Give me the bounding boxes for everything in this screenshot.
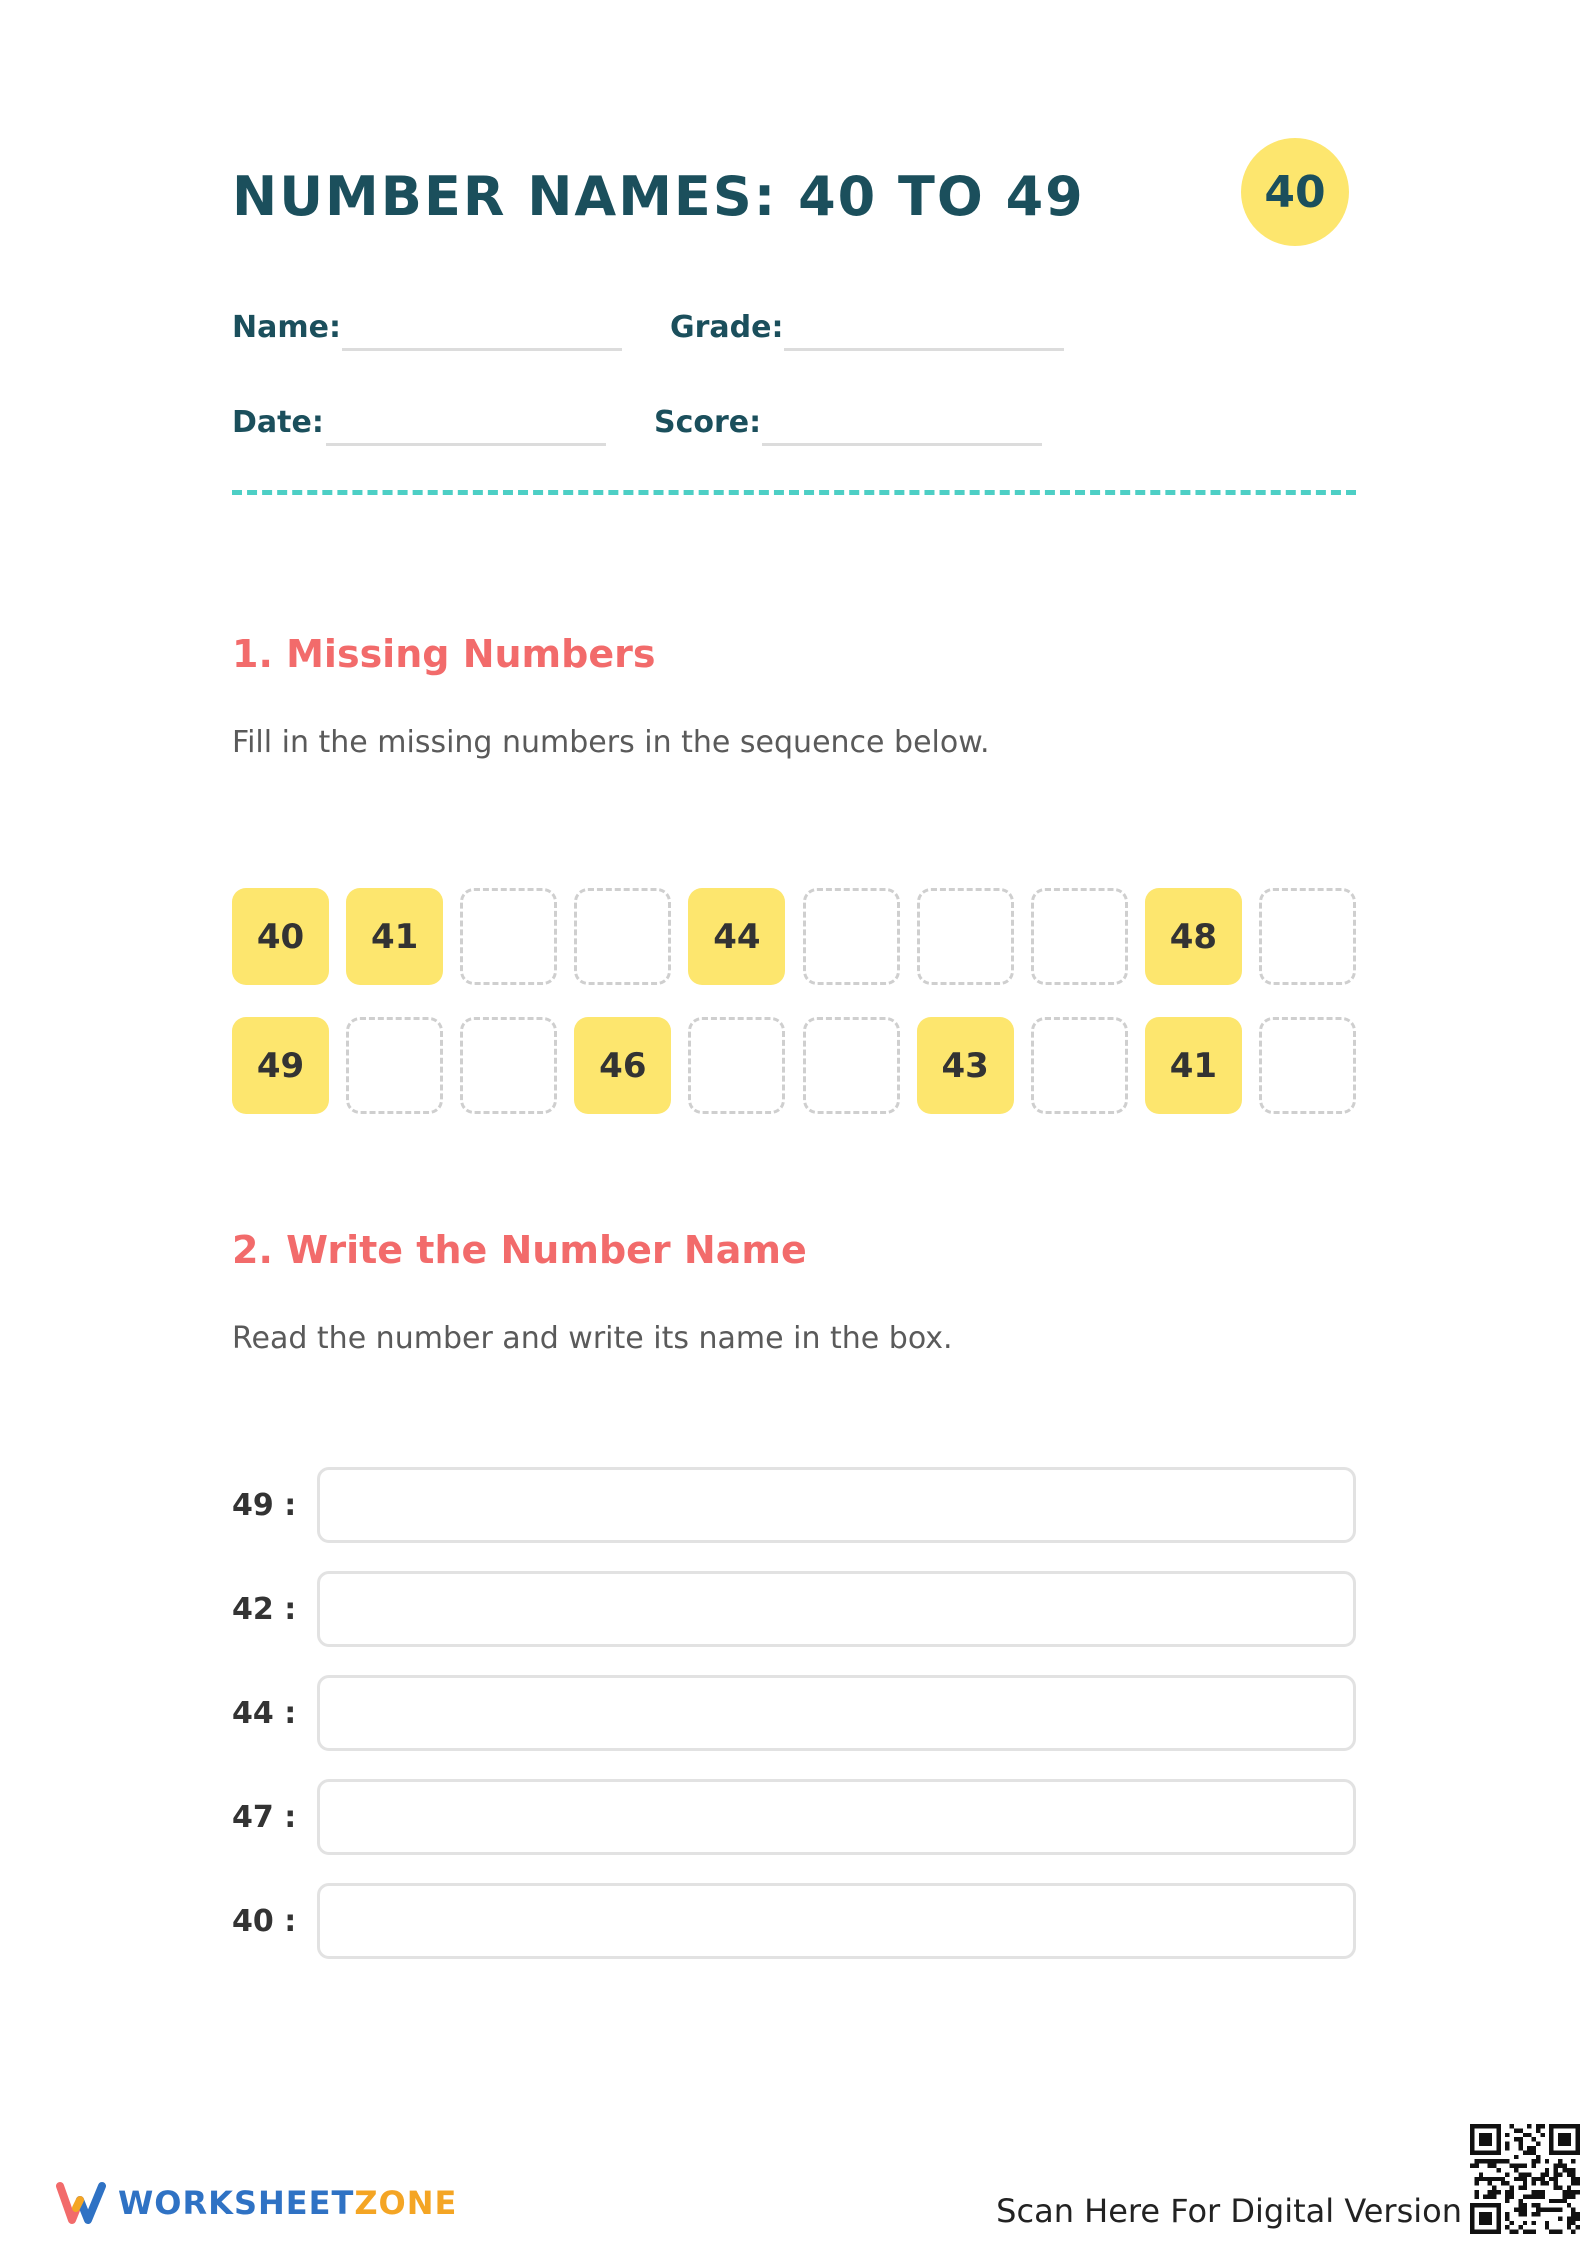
number-cell: 43	[917, 1017, 1014, 1114]
answer-row	[232, 1465, 1356, 1545]
blank-cell[interactable]	[803, 888, 900, 985]
blank-cell[interactable]	[688, 1017, 785, 1114]
answer-row	[232, 1569, 1356, 1649]
grade-label: Grade:	[670, 310, 784, 345]
logo-text	[118, 2184, 457, 2222]
number-badge: 40	[1241, 138, 1349, 246]
number-prompt: 42 :	[232, 1591, 297, 1627]
sequence-row	[232, 1017, 1356, 1114]
name-label: Name:	[232, 310, 341, 345]
section-1-instruction: Fill in the missing numbers in the sequence below.	[232, 725, 990, 760]
number-prompt: 49 :	[232, 1487, 297, 1523]
section-2-title: 2. Write the Number Name	[232, 1228, 807, 1272]
section-1-title: 1. Missing Numbers	[232, 632, 656, 676]
section-2-instruction: Read the number and write its name in the box.	[232, 1321, 953, 1356]
answer-box[interactable]	[317, 1571, 1356, 1647]
blank-cell[interactable]	[803, 1017, 900, 1114]
answer-box[interactable]	[317, 1675, 1356, 1751]
worksheetzone-logo	[56, 2178, 457, 2228]
logo-text-part1: WORKSHEET	[118, 2184, 355, 2222]
answer-row	[232, 1673, 1356, 1753]
score-field[interactable]	[762, 443, 1042, 446]
answer-box[interactable]	[317, 1467, 1356, 1543]
answer-row	[232, 1777, 1356, 1857]
scan-instruction: Scan Here For Digital Version	[996, 2192, 1462, 2230]
number-prompt: 47 :	[232, 1799, 297, 1835]
date-label: Date:	[232, 405, 324, 440]
blank-cell[interactable]	[917, 888, 1014, 985]
page-title: NUMBER NAMES: 40 TO 49	[232, 165, 1085, 228]
qr-code-icon[interactable]	[1470, 2124, 1580, 2234]
name-field[interactable]	[342, 348, 622, 351]
grade-field[interactable]	[784, 348, 1064, 351]
blank-cell[interactable]	[574, 888, 671, 985]
number-cell: 41	[346, 888, 443, 985]
blank-cell[interactable]	[1031, 888, 1128, 985]
blank-cell[interactable]	[1259, 1017, 1356, 1114]
blank-cell[interactable]	[1259, 888, 1356, 985]
number-cell: 44	[688, 888, 785, 985]
number-cell: 49	[232, 1017, 329, 1114]
logo-text-part2: ZONE	[354, 2184, 458, 2222]
blank-cell[interactable]	[1031, 1017, 1128, 1114]
sequence-row	[232, 888, 1356, 985]
answer-row	[232, 1881, 1356, 1961]
number-cell: 41	[1145, 1017, 1242, 1114]
score-label: Score:	[654, 405, 762, 440]
number-name-list	[232, 1465, 1356, 1985]
number-cell: 40	[232, 888, 329, 985]
worksheetzone-logo-icon	[56, 2178, 106, 2228]
blank-cell[interactable]	[460, 1017, 557, 1114]
blank-cell[interactable]	[460, 888, 557, 985]
section-divider	[232, 490, 1356, 495]
answer-box[interactable]	[317, 1779, 1356, 1855]
number-cell: 46	[574, 1017, 671, 1114]
date-field[interactable]	[326, 443, 606, 446]
missing-numbers-grid	[232, 888, 1356, 1146]
number-prompt: 44 :	[232, 1695, 297, 1731]
answer-box[interactable]	[317, 1883, 1356, 1959]
number-prompt: 40 :	[232, 1903, 297, 1939]
number-cell: 48	[1145, 888, 1242, 985]
blank-cell[interactable]	[346, 1017, 443, 1114]
